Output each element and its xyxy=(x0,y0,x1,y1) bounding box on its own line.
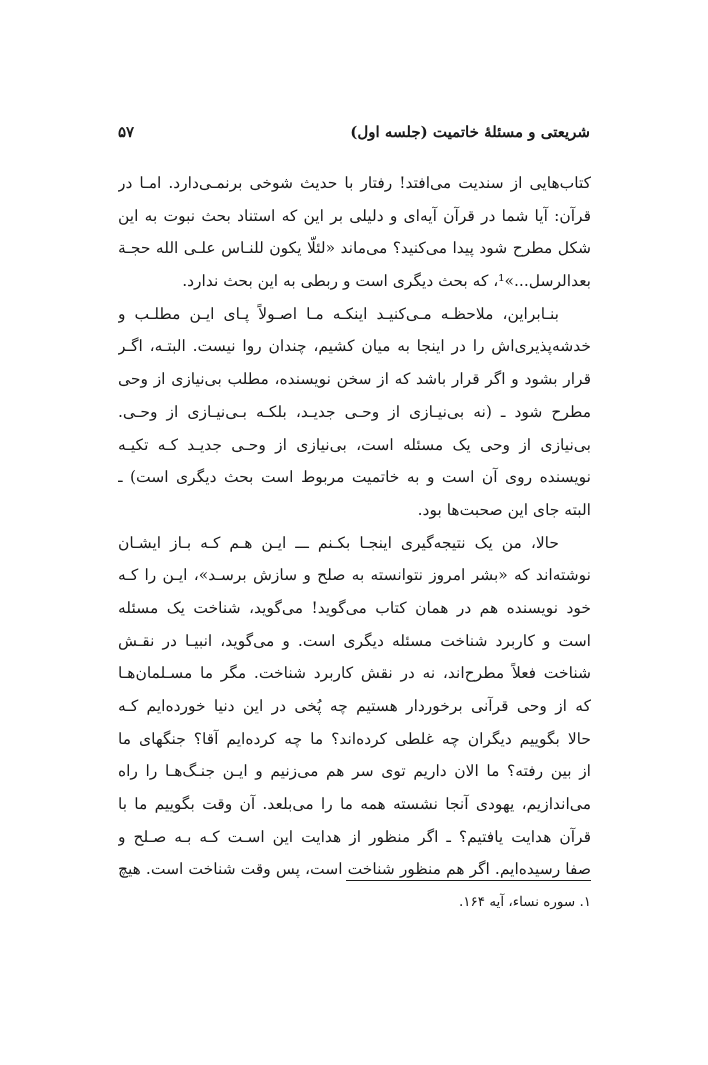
text-line: نوشته‌اند که «بشر امروز نتوانسته به صلح و سازش برسـد»، ایـن را کـه xyxy=(118,566,591,585)
text-line: قرار بشود و اگر قرار باشد که از سخن نویسنده، مطلب بی‌نیازی از وحی xyxy=(118,370,591,389)
text-line: حالا، من یک نتیجه‌گیری اینجـا بکـنم ـــ ایـن هـم کـه بـاز ایشـان xyxy=(118,533,559,552)
body-text xyxy=(118,167,591,886)
text-line: شکل مطرح شود پیدا می‌کنید؟ می‌ماند «لئلّا یکون للنـاس علـی الله حجـة xyxy=(118,239,591,258)
text-line: خدشه‌پذیری‌اش را در اینجا به میان کشیم، چندان روا نیست. البتـه، اگـر xyxy=(118,337,591,356)
text-line: بنـابراین، ملاحظـه مـی‌کنیـد اینکـه مـا اصـولاً پـای ایـن مطلـب و xyxy=(118,304,559,323)
text-line: شناخت فعلاً مطرح‌اند، نه در نقش کاربرد شناخت. مگر ما مسـلمان‌هـا xyxy=(118,664,591,683)
text-line: صفا رسیده‌ایم. اگر هم منظور شناخت است، پس وقت شناخت است. هیچ xyxy=(118,860,591,879)
text-line: است و کاربرد شناخت مسئله دیگری است. و می‌گوید، انبیـا در نقـش xyxy=(118,631,591,650)
text-line: البته جای این صحبت‌ها بود. xyxy=(417,500,591,519)
text-line: قرآن هدایت یافتیم؟ ـ اگر منظور از هدایت این اسـت کـه بـه صـلح و xyxy=(118,827,591,846)
text-line: قرآن: آیا شما در قرآن آیه‌ای و دلیلی بر این که استناد بحث نبوت به این xyxy=(118,206,591,225)
page-number: ۵۷ xyxy=(118,123,135,141)
text-line: کتاب‌هایی از سندیت می‌افتد! رفتار با حدیث شوخی برنمـی‌دارد. امـا در xyxy=(118,174,591,192)
text-line: خود نویسنده هم در همان کتاب می‌گوید! می‌گوید، شناخت یک مسئله xyxy=(118,598,591,617)
text-line: می‌اندازیم، یهودی آنجا نشسته همه ما را می‌بلعد. آن وقت بگوییم ما با xyxy=(118,795,591,814)
footnote-divider xyxy=(346,880,591,881)
text-line: نویسنده روی آن است و به خاتمیت مربوط است بحث دیگری است) ـ xyxy=(118,468,591,487)
text-line: که از وحی قرآنی برخوردار هستیم چه پُخی در این دنیا خورده‌ایم کـه xyxy=(118,697,591,715)
footnote: ۱. سوره نساء، آیه ۱۶۴. xyxy=(458,894,591,910)
text-line: بعدالرسل...»¹، که بحث دیگری است و ربطی به این بحث ندارد. xyxy=(182,272,591,291)
running-title: شریعتی و مسئلهٔ خاتمیت (جلسه اول) xyxy=(350,123,590,141)
text-line: مطرح شود ـ (نه بی‌نیـازی از وحـی جدیـد، بلکـه بـی‌نیـازی از وحـی. xyxy=(118,402,591,421)
text-line: از بین رفته؟ ما الان داریم توی سر هم می‌زنیم و ایـن جنـگ‌هـا را راه xyxy=(118,762,591,781)
page-header xyxy=(118,118,590,146)
text-line: بی‌نیازی از وحی یک مسئله است، بی‌نیازی از وحـی جدیـد کـه تکیـه xyxy=(118,435,591,454)
text-line: حالا بگوییم دیگران چه غلطی کرده‌اند؟ ما چه کرده‌ایم آقا؟ جنگهای ما xyxy=(118,729,591,748)
